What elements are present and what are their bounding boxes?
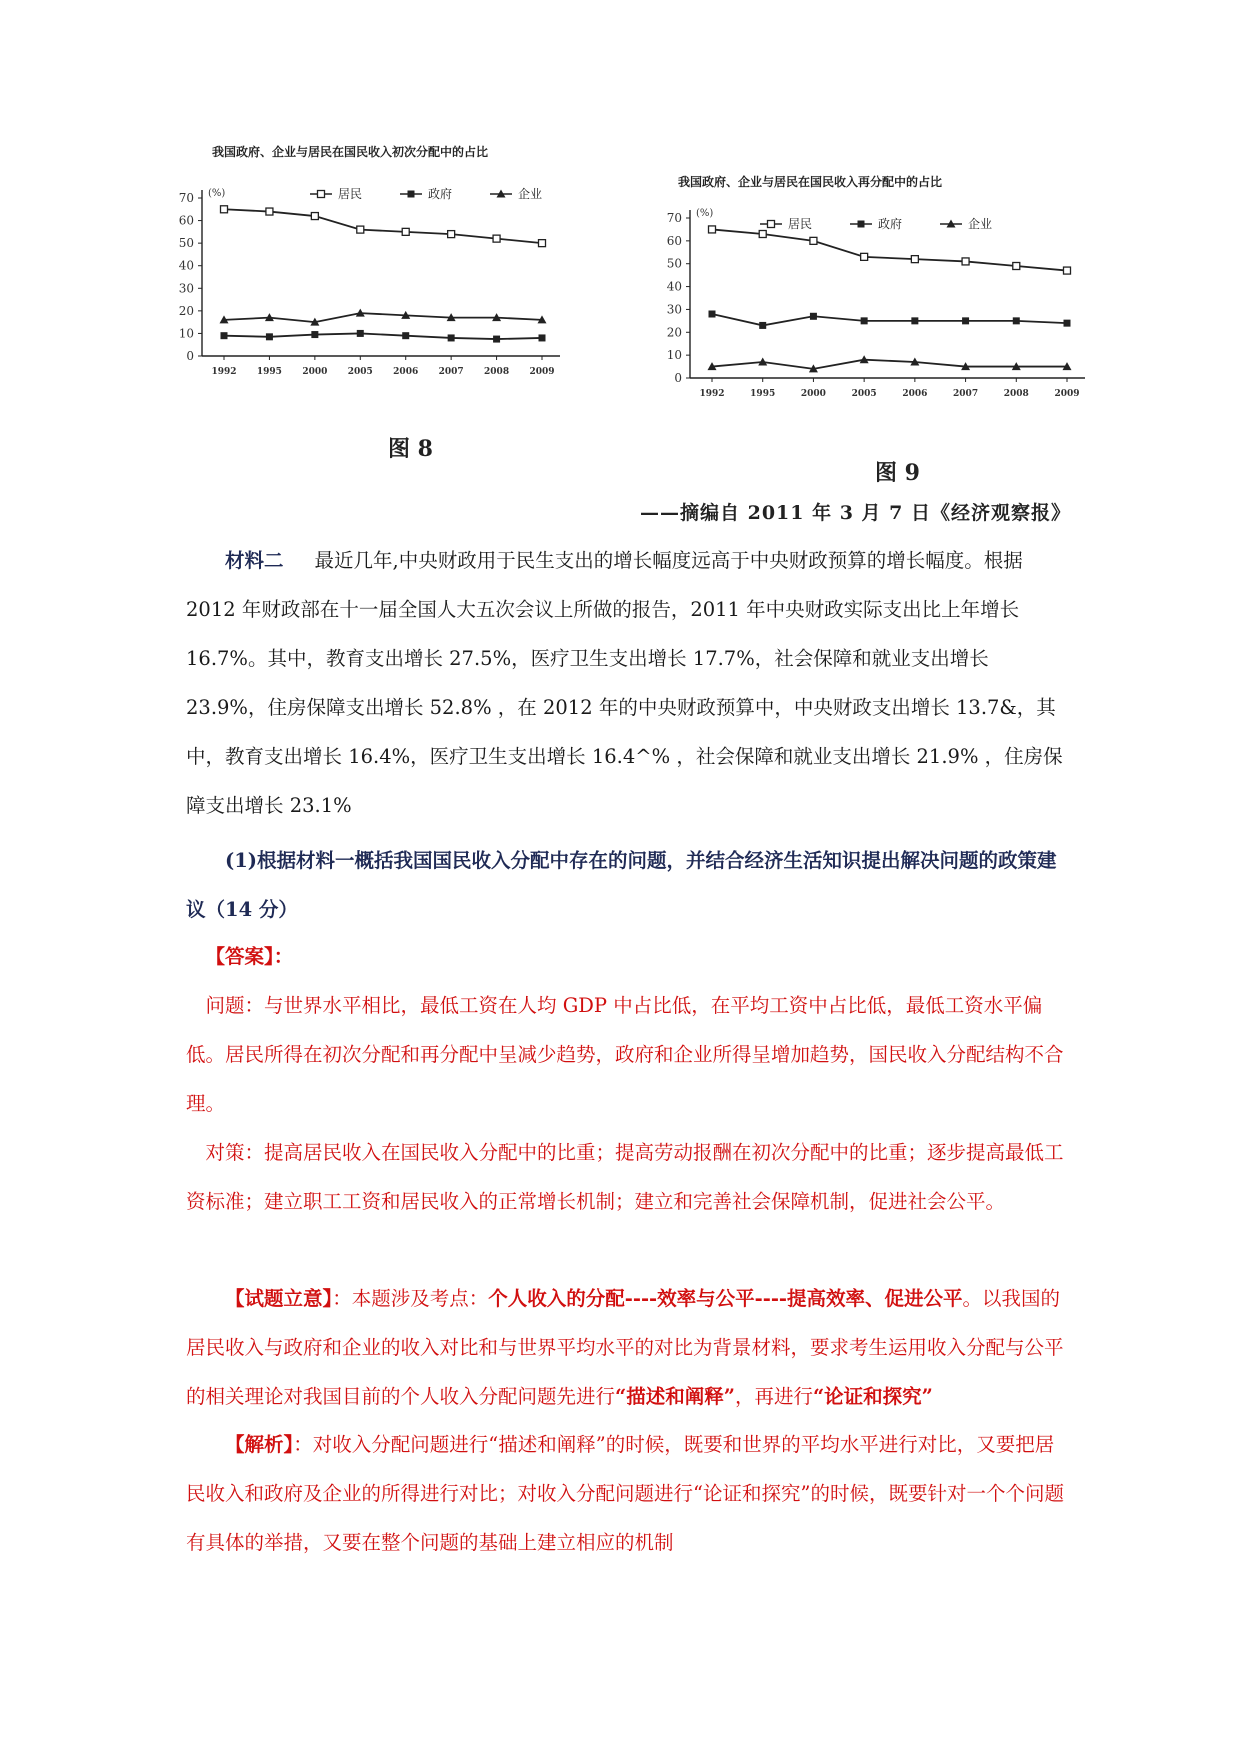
y-tick-label: 50 (178, 236, 194, 251)
chart-title: 我国政府、企业与居民在国民收入再分配中的占比 (678, 175, 943, 189)
data-point (357, 226, 364, 233)
data-point (1064, 320, 1071, 327)
intent-argue: “论证和探究” (812, 1385, 933, 1408)
y-tick-label: 30 (178, 281, 194, 296)
x-tick-label: 2006 (393, 367, 419, 377)
x-tick-label: 2008 (484, 367, 510, 377)
intent-keypoints: 个人收入的分配----效率与公平----提高效率、促进公平 (488, 1287, 963, 1310)
analysis-text: ：对收入分配问题进行“描述和阐释”的时候，既要和世界的平均水平进行对比，又要把居民收入和政府及企业的所得进行对比；对收入分配问题进行“论证和探究”的时候，既要针对一个个问题有具体的举措，又要在整个问题的基础上建立相应的机制 (186, 1433, 1064, 1554)
intent-text-1: 。以我国的居民收入与政府和企业的收入对比和与世界平均水平的对比为背景材料，要求考生运用收入分配与公平的相关理论对我国目前的个人收入分配问题先进行 (186, 1287, 1064, 1408)
material-two-text: 最近几年,中央财政用于民生支出的增长幅度远高于中央财政预算的增长幅度。根据 2012 年财政部在十一届全国人大五次会议上所做的报告，2011 年中央财政实际支出比上年增长 16.7%。其中，教育支出增长 27.5%，医疗卫生支出增长 17.7%，社会保障和就业支出增长 23.9%，住房保障支出增长 52.8% ，在 2012 年的中央财政预算中，中央财政支出增长 13.7&，其中，教育支出增长 16.4%，医疗卫生支出增长 16.4^% ，社会保障和就业支出增长 21.9% ，住房保障支出增长 23.1% (186, 549, 1063, 817)
data-point (448, 334, 455, 341)
data-point (810, 313, 817, 320)
data-point (402, 332, 409, 339)
x-tick-label: 2009 (529, 367, 555, 377)
data-point (911, 256, 918, 263)
y-unit-label: (%) (696, 208, 714, 219)
x-tick-label: 2005 (347, 367, 373, 377)
data-point (1013, 317, 1020, 324)
y-tick-label: 50 (666, 256, 682, 271)
x-tick-label: 2006 (902, 389, 928, 399)
y-tick-label: 40 (666, 279, 682, 294)
data-point (962, 317, 969, 324)
data-point (266, 333, 273, 340)
data-point (266, 208, 273, 215)
y-tick-label: 10 (666, 348, 682, 363)
data-point (539, 334, 546, 341)
data-point (493, 235, 500, 242)
question-text: (1)根据材料一概括我国国民收入分配中存在的问题，并结合经济生活知识提出解决问题的政策建议（14 分） (186, 849, 1057, 921)
chart-title: 我国政府、企业与居民在国民收入初次分配中的占比 (212, 145, 489, 159)
figure-9 (666, 175, 1110, 456)
data-point (810, 237, 817, 244)
data-point (1013, 263, 1020, 270)
data-point (221, 206, 228, 213)
answer-problem: 问题：与世界水平相比，最低工资在人均 GDP 中占比低，在平均工资中占比低，最低工资水平偏低。居民所得在初次分配和再分配中呈减少趋势，政府和企业所得呈增加趋势，国民收入分配结构不合理。 (186, 994, 1064, 1115)
data-point (911, 317, 918, 324)
legend-marker (858, 221, 865, 228)
data-point (448, 231, 455, 238)
y-tick-label: 0 (674, 371, 682, 385)
x-tick-label: 2009 (1054, 389, 1080, 399)
x-tick-label: 2007 (953, 389, 979, 399)
legend-label: 企业 (968, 217, 993, 231)
y-tick-label: 60 (178, 213, 194, 228)
intent-text-2: ，再进行 (734, 1385, 813, 1408)
y-tick-label: 20 (178, 303, 194, 318)
x-tick-label: 2007 (438, 367, 464, 377)
material-two-label: 材料二 (225, 549, 284, 572)
legend-marker (408, 191, 415, 198)
legend-marker (318, 191, 325, 198)
analysis-label: 【解析】 (225, 1433, 294, 1456)
figure-8-caption: 图 8 (388, 436, 433, 462)
y-unit-label: (%) (208, 188, 226, 199)
legend-label: 政府 (428, 187, 453, 201)
legend-marker (768, 221, 775, 228)
x-tick-label: 2005 (851, 389, 877, 399)
analysis-paragraph (186, 1420, 1066, 1567)
chart-initial-distribution (180, 140, 600, 430)
data-point (357, 330, 364, 337)
material-two-paragraph (186, 536, 1066, 830)
intent-sep: ：本题涉及考点： (332, 1287, 489, 1310)
y-tick-label: 70 (178, 191, 194, 205)
x-tick-label: 2008 (1003, 389, 1029, 399)
x-tick-label: 2000 (800, 389, 826, 399)
answer-label: 【答案】： (205, 945, 294, 968)
x-tick-label: 1995 (256, 367, 282, 377)
figure-8 (180, 140, 600, 430)
data-point (539, 240, 546, 247)
y-tick-label: 60 (666, 233, 682, 248)
y-tick-label: 30 (666, 302, 682, 317)
data-point (493, 336, 500, 343)
data-point (221, 332, 228, 339)
y-tick-label: 0 (186, 349, 194, 363)
data-point (1064, 267, 1071, 274)
x-tick-label: 1995 (750, 389, 776, 399)
data-point (861, 317, 868, 324)
data-point (311, 213, 318, 220)
legend-label: 居民 (338, 187, 363, 201)
y-tick-label: 70 (666, 211, 682, 225)
y-tick-label: 40 (178, 258, 194, 273)
intent-paragraph (186, 1274, 1066, 1421)
intent-label: 【试题立意】 (225, 1287, 333, 1310)
data-point (311, 331, 318, 338)
legend-label: 居民 (788, 217, 813, 231)
data-point (759, 322, 766, 329)
legend-label: 企业 (518, 187, 543, 201)
intent-describe: “描述和阐释” (615, 1385, 735, 1408)
data-point (709, 226, 716, 233)
chart-redistribution (666, 175, 1110, 456)
legend-label: 政府 (878, 217, 903, 231)
x-tick-label: 1992 (211, 367, 237, 377)
y-tick-label: 20 (666, 325, 682, 340)
data-point (759, 231, 766, 238)
figure-9-caption: 图 9 (875, 460, 920, 486)
x-tick-label: 2000 (302, 367, 328, 377)
data-point (861, 253, 868, 260)
source-citation: ——摘编自 2011 年 3 月 7 日《经济观察报》 (640, 502, 1072, 524)
answer-measures: 对策：提高居民收入在国民收入分配中的比重；提高劳动报酬在初次分配中的比重；逐步提高最低工资标准；建立职工工资和居民收入的正常增长机制；建立和完善社会保障机制，促进社会公平。 (186, 1141, 1064, 1213)
data-point (709, 311, 716, 318)
y-tick-label: 10 (178, 326, 194, 341)
data-point (402, 228, 409, 235)
data-point (962, 258, 969, 265)
x-tick-label: 1992 (699, 389, 725, 399)
